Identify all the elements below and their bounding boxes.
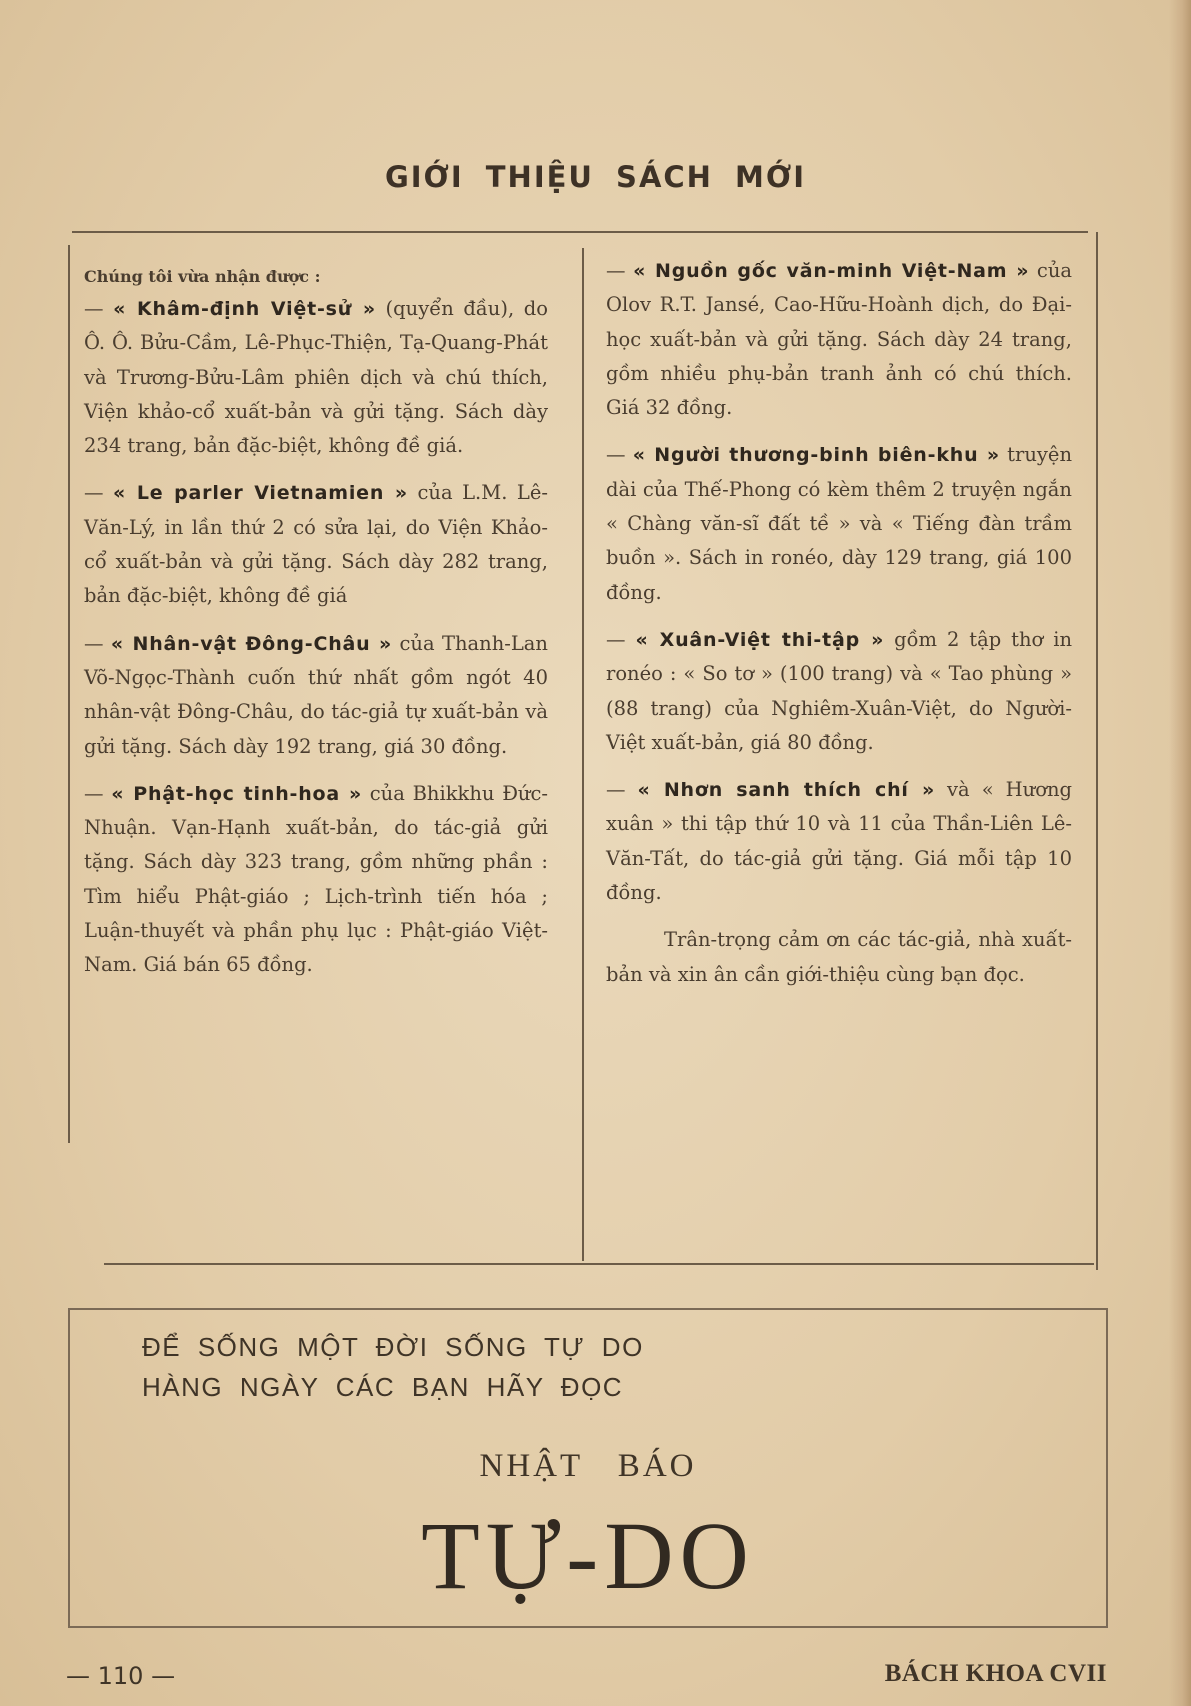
book-description: và « Hương xuân » thi tập thứ 10 và 11 của Thần-Liên Lê-Văn-Tất, do tác-giả gửi tặng. Giá mỗi tập 10 đồng. xyxy=(606,778,1072,905)
book-entry: — « Le parler Vietnamien » của L.M. Lê-Văn-Lý, in lần thứ 2 có sửa lại, do Viện Khảo-cổ xuất-bản và gửi tặng. Sách dày 282 trang, bản đặc-biệt, không đề giá xyxy=(84,481,549,608)
bottom-rule xyxy=(104,1263,1094,1265)
intro-text: Chúng tôi vừa nhận được : xyxy=(84,267,321,286)
book-description: của Olov R.T. Jansé, Cao-Hữu-Hoành dịch, do Đại-học xuất-bản và gửi tặng. Sách dày 24 trang, gồm nhiều phụ-bản tranh ảnh có chú thích. Giá 32 đồng. xyxy=(606,259,1073,420)
book-entry: — « Nhơn sanh thích chí » và « Hương xuân » thi tập thứ 10 và 11 của Thần-Liên Lê-Văn-Tất, do tác-giả gửi tặng. Giá mỗi tập 10 đồng. xyxy=(606,778,1072,905)
page-edge xyxy=(1169,0,1191,1706)
left-column-border xyxy=(68,245,70,1143)
ad-newspaper-name: TỰ-DO xyxy=(421,1502,755,1609)
page-number: — 110 — xyxy=(66,1662,176,1690)
book-entry: — « Nguồn gốc văn-minh Việt-Nam » của Olov R.T. Jansé, Cao-Hữu-Hoành dịch, do Đại-học xuất-bản và gửi tặng. Sách dày 24 trang, gồm nhiều phụ-bản tranh ảnh có chú thích. Giá 32 đồng. xyxy=(606,259,1073,420)
book-title: « Nhơn sanh thích chí » xyxy=(637,779,936,802)
book-entry: — « Phật-học tinh-hoa » của Bhikkhu Đức-Nhuận. Vạn-Hạnh xuất-bản, do tác-giả gửi tặng. Sách dày 323 trang, gồm những phần : Tìm hiểu Phật-giáo ; Lịch-trình tiến hóa ; Luận-thuyết và phần phụ lục : Phật-giáo Việt-Nam. Giá bán 65 đồng. xyxy=(84,781,548,977)
book-description: (quyển đầu), do Ô. Ô. Bửu-Cầm, Lê-Phục-Thiện, Tạ-Quang-Phát và Trương-Bửu-Lâm phiên dịch và chú thích, Viện khảo-cổ xuất-bản và gửi tặng. Sách dày 234 trang, bản đặc-biệt, không đề giá. xyxy=(84,297,548,458)
top-rule xyxy=(72,231,1088,233)
book-title: « Nguồn gốc văn-minh Việt-Nam » xyxy=(633,260,1030,282)
book-title: « Le parler Vietnamien » xyxy=(113,482,408,505)
ad-slogan-line2: HÀNG NGÀY CÁC BẠN HÃY ĐỌC xyxy=(142,1372,624,1402)
book-description: của Bhikkhu Đức-Nhuận. Vạn-Hạnh xuất-bản, do tác-giả gửi tặng. Sách dày 323 trang, gồm những phần : Tìm hiểu Phật-giáo ; Lịch-trình tiến hóa ; Luận-thuyết và phần phụ lục : Phật-giáo Việt-Nam. Giá bán 65 đồng. xyxy=(84,781,548,977)
book-description: của L.M. Lê-Văn-Lý, in lần thứ 2 có sửa lại, do Viện Khảo-cổ xuất-bản và gửi tặng. Sách dày 282 trang, bản đặc-biệt, không đề giá xyxy=(84,481,549,608)
right-column-border xyxy=(1096,232,1098,1270)
book-entry: — « Xuân-Việt thi-tập » gồm 2 tập thơ in ronéo : « So tơ » (100 trang) và « Tao phùng » (88 trang) của Nghiêm-Xuân-Việt, do Người-Việt xuất-bản, giá 80 đồng. xyxy=(606,627,1073,754)
right-column xyxy=(606,254,1072,992)
left-column xyxy=(84,262,548,996)
journal-issue: BÁCH KHOA CVII xyxy=(884,1660,1107,1687)
advertisement-box xyxy=(68,1308,1108,1628)
column-divider xyxy=(582,248,584,1261)
book-entry: — « Khâm-định Việt-sử » (quyển đầu), do Ô. Ô. Bửu-Cầm, Lê-Phục-Thiện, Tạ-Quang-Phát và Trương-Bửu-Lâm phiên dịch và chú thích, Viện khảo-cổ xuất-bản và gửi tặng. Sách dày 234 trang, bản đặc-biệt, không đề giá. xyxy=(84,297,548,458)
book-description: gồm 2 tập thơ in ronéo : « So tơ » (100 trang) và « Tao phùng » (88 trang) của Nghiêm-Xuân-Việt, do Người-Việt xuất-bản, giá 80 đồng. xyxy=(606,627,1073,754)
book-title: « Khâm-định Việt-sử » xyxy=(113,298,376,320)
closing-note: Trân-trọng cảm ơn các tác-giả, nhà xuất-bản và xin ân cần giới-thiệu cùng bạn đọc. xyxy=(606,928,1072,986)
ad-slogan-line1: ĐỂ SỐNG MỘT ĐỜI SỐNG TỰ DO xyxy=(142,1332,644,1362)
book-title: « Người thương-binh biên-khu » xyxy=(632,444,1000,467)
book-entry: — « Người thương-binh biên-khu » truyện dài của Thế-Phong có kèm thêm 2 truyện ngắn « Chàng văn-sĩ đất tề » và « Tiếng đàn trầm buồn ». Sách in ronéo, dày 129 trang, giá 100 đồng. xyxy=(606,443,1072,604)
book-entry: — « Nhân-vật Đông-Châu » của Thanh-Lan Võ-Ngọc-Thành cuốn thứ nhất gồm ngót 40 nhân-vật Đông-Châu, do tác-giả tự xuất-bản và gửi tặng. Sách dày 192 trang, giá 30 đồng. xyxy=(84,631,548,758)
book-description: của Thanh-Lan Võ-Ngọc-Thành cuốn thứ nhất gồm ngót 40 nhân-vật Đông-Châu, do tác-giả tự xuất-bản và gửi tặng. Sách dày 192 trang, giá 30 đồng. xyxy=(84,631,548,758)
book-title: « Xuân-Việt thi-tập » xyxy=(635,628,885,651)
book-description: truyện dài của Thế-Phong có kèm thêm 2 truyện ngắn « Chàng văn-sĩ đất tề » và « Tiếng đàn trầm buồn ». Sách in ronéo, dày 129 trang, giá 100 đồng. xyxy=(606,443,1072,604)
section-heading: GIỚI THIỆU SÁCH MỚI xyxy=(384,160,807,194)
ad-newspaper-label: NHẬT BÁO xyxy=(479,1448,697,1484)
book-title: « Phật-học tinh-hoa » xyxy=(111,782,363,805)
book-title: « Nhân-vật Đông-Châu » xyxy=(110,632,393,655)
